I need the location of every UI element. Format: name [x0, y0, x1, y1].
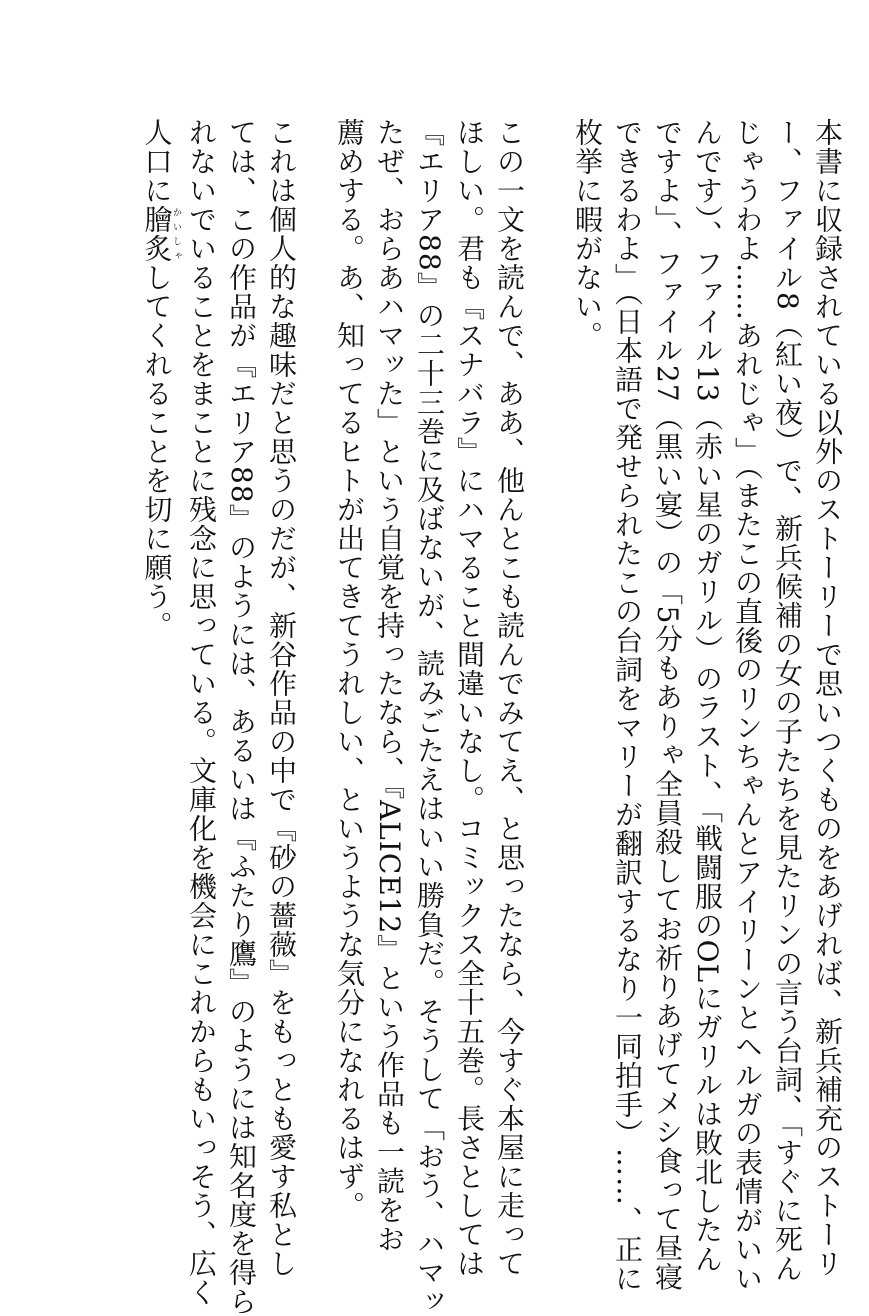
text-line: ほしい。君も『スナバラ』にハマること間違いなし。コミックス全十五巻。長さとしては — [453, 118, 486, 1278]
text-line: ては、この作品が『エリア88』のようには、あるいは『ふたり鷹』のようには知名度を得ら — [225, 118, 258, 1316]
text-line: この一文を読んで、ああ、他んとこも読んでみてえ、と思ったなら、今すぐ本屋に走って — [493, 118, 526, 1278]
text-line: たぜ、おらあハマッた」という自覚を持ったなら、『ALICE12』という作品も一読をお — [373, 118, 406, 1254]
text-segment: してくれることを切に願う。 — [140, 263, 174, 640]
ruby-reading: かいしゃ — [171, 205, 181, 263]
text-line: 薦めする。あ、知ってるヒトが出てきてうれしい、というような気分になれるはず。 — [333, 118, 366, 1220]
text-line: 『エリア88』の二十三巻に及ばないが、読みごたえはいい勝負だ。そうして「おう、ハマッ — [413, 118, 446, 1316]
text-line: ですよ」、ファイル27（黒い宴）の「5分もありゃ全員殺してお祈りあげてメシ食って昼寝 — [651, 118, 684, 1292]
text-line: これは個人的な趣味だと思うのだが、新谷作品の中で『砂の薔薇』をもっとも愛す私とし — [265, 118, 298, 1278]
ruby-base: 膾炙 — [140, 205, 174, 263]
paragraph-gap — [557, 118, 567, 1138]
text-line: じゃうわよ……あれじゃ」（またこの直後のリンちゃんとアイリーンとヘルガの表情がいい — [731, 118, 764, 1293]
text-line: ー、ファイル8（紅い夜）で、新兵候補の女の子たちを見たリンの言う台詞、「すぐに死ん — [771, 118, 804, 1283]
text-segment: 人口に — [140, 118, 174, 205]
text-line: れないでいることをまことに残念に思っている。文庫化を機会にこれからもいっそう、広く — [185, 118, 218, 1307]
text-line: 本書に収録されている以外のストーリーで思いつくものをあげれば、新兵補充のストーリ — [811, 118, 844, 1278]
text-line: できるわよ」（日本語で発せられたこの台詞をマリーが翻訳するなり一同拍手）……、正に — [611, 118, 644, 1293]
text-line: 枚挙に暇がない。 — [571, 118, 604, 350]
text-line: んです）、ファイル13（赤い星のガリル）のラスト、「戦闘服のOLにガリルは敗北したん — [691, 118, 724, 1274]
vertical-text-block — [137, 118, 848, 1316]
text-line-last — [137, 118, 182, 1138]
ruby-word — [140, 205, 181, 263]
